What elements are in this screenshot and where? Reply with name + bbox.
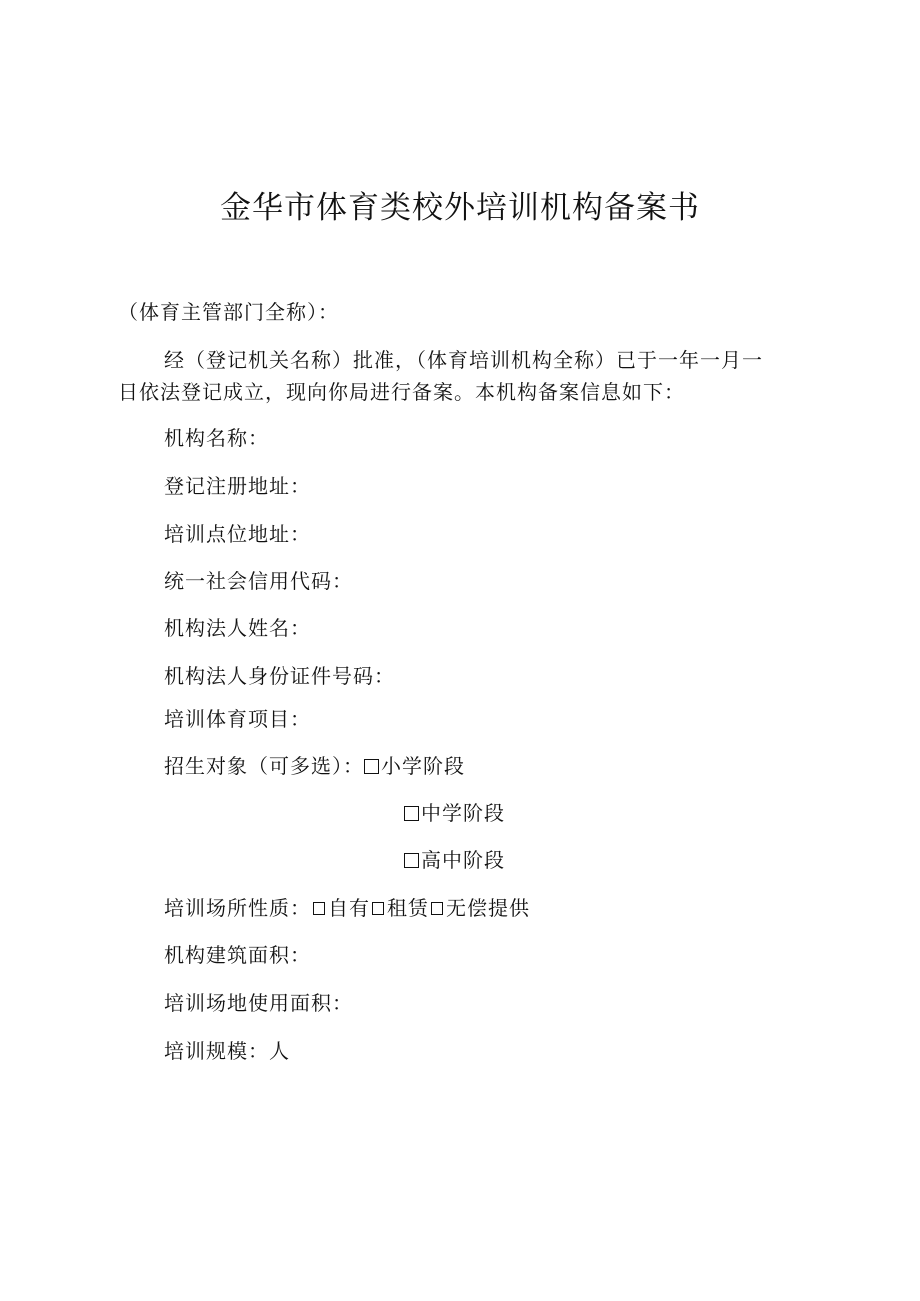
body-text-line-2: 日依法登记成立，现向你局进行备案。本机构备案信息如下： <box>118 380 685 404</box>
field-legal-person-id: 机构法人身份证件号码： <box>164 664 395 688</box>
field-registered-address: 登记注册地址： <box>164 474 311 498</box>
checkbox-owned[interactable] <box>313 902 325 915</box>
venue-nature-label: 培训场所性质： <box>164 896 311 920</box>
checkbox-middle[interactable] <box>404 806 419 821</box>
field-org-name: 机构名称： <box>164 426 269 450</box>
checkbox-leased[interactable] <box>372 902 384 915</box>
body-text-line-1: 经（登记机关名称）批准，（体育培训机构全称）已于一年一月一 <box>164 348 763 372</box>
field-building-area: 机构建筑面积： <box>164 943 311 967</box>
document-title: 金华市体育类校外培训机构备案书 <box>220 190 700 226</box>
enrollment-label: 招生对象（可多选）： <box>164 754 364 778</box>
enrollment-option-high <box>404 846 505 874</box>
field-training-scale <box>164 1037 290 1065</box>
option-free-label: 无偿提供 <box>446 896 530 920</box>
field-enrollment <box>164 752 465 780</box>
option-high-label: 高中阶段 <box>421 848 505 872</box>
option-owned-label: 自有 <box>328 896 370 920</box>
scale-label: 培训规模： <box>164 1039 269 1063</box>
option-middle-label: 中学阶段 <box>421 801 505 825</box>
addressee-line: （体育主管部门全称）： <box>118 300 339 324</box>
option-leased-label: 租赁 <box>387 896 429 920</box>
field-training-address: 培训点位地址： <box>164 522 311 546</box>
field-credit-code: 统一社会信用代码： <box>164 569 353 593</box>
field-venue-area: 培训场地使用面积： <box>164 991 353 1015</box>
field-venue-nature <box>164 894 530 922</box>
scale-unit: 人 <box>269 1039 290 1063</box>
field-sport-items: 培训体育项目： <box>164 707 311 731</box>
checkbox-primary[interactable] <box>364 759 379 774</box>
enrollment-option-middle <box>404 799 505 827</box>
option-primary-label: 小学阶段 <box>381 754 465 778</box>
checkbox-high[interactable] <box>404 853 419 868</box>
checkbox-free[interactable] <box>431 902 443 915</box>
field-legal-person-name: 机构法人姓名： <box>164 616 311 640</box>
